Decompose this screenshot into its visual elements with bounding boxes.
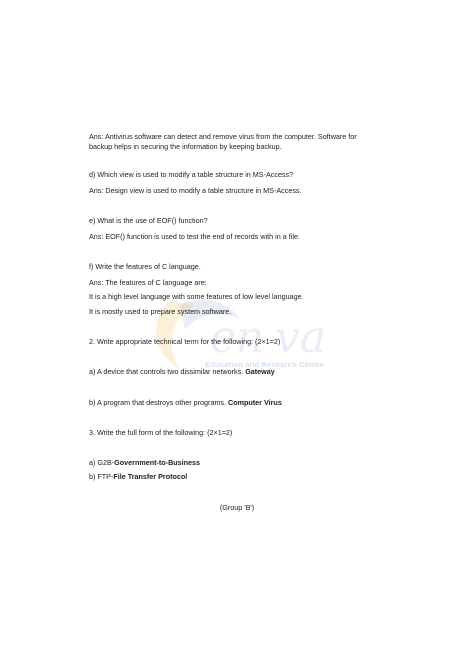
answer-d: Ans: Design view is used to modify a table structure in MS-Access. (89, 186, 302, 195)
question-2: 2. Write appropriate technical term for the following: (2×1=2) (89, 337, 281, 346)
question-3b (89, 472, 389, 482)
answer-2b: Computer Virus (228, 398, 282, 407)
question-d: d) Which view is used to modify a table structure in MS-Access? (89, 170, 294, 179)
answer-f-intro: Ans: The features of C language are: (89, 278, 207, 287)
answer-antivirus-line2: backup helps in securing the information by keeping backup. (89, 142, 282, 151)
answer-antivirus-line1: Ans: Antivirus software can detect and remove virus from the computer. Software for (89, 132, 357, 141)
answer-f-point1: It is a high level language with some features of low level language. (89, 292, 304, 301)
svg-text:va: va (275, 312, 327, 363)
question-e: e) What is the use of EOF() function? (89, 216, 208, 225)
question-2b-text: b) A program that destroys other programs. (89, 398, 229, 407)
group-heading: (Group 'B') (219, 503, 255, 512)
question-f: f) Write the features of C language. (89, 262, 201, 271)
answer-f-point2: It is mostly used to prepare system software. (89, 307, 232, 316)
answer-3b: File Transfer Protocol (113, 472, 188, 481)
question-3b-text: b) FTP- (89, 472, 114, 481)
answer-antivirus (89, 132, 389, 152)
question-2a-text: a) A device that controls two dissimilar networks. (89, 367, 246, 376)
answer-e: Ans: EOF() function is used to test the end of records with in a file. (89, 232, 300, 241)
question-3a-text: a) G2B- (89, 458, 115, 467)
question-3a (89, 458, 389, 468)
svg-text:en: en (210, 312, 265, 363)
answer-2a: Gateway (245, 367, 275, 376)
question-3: 3. Write the full form of the following: (2×1=2) (89, 428, 233, 437)
watermark-text: Education and Research Centre (205, 360, 325, 369)
question-2a (89, 367, 389, 377)
answer-3a: Government-to-Business (114, 458, 201, 467)
question-2b (89, 398, 389, 408)
